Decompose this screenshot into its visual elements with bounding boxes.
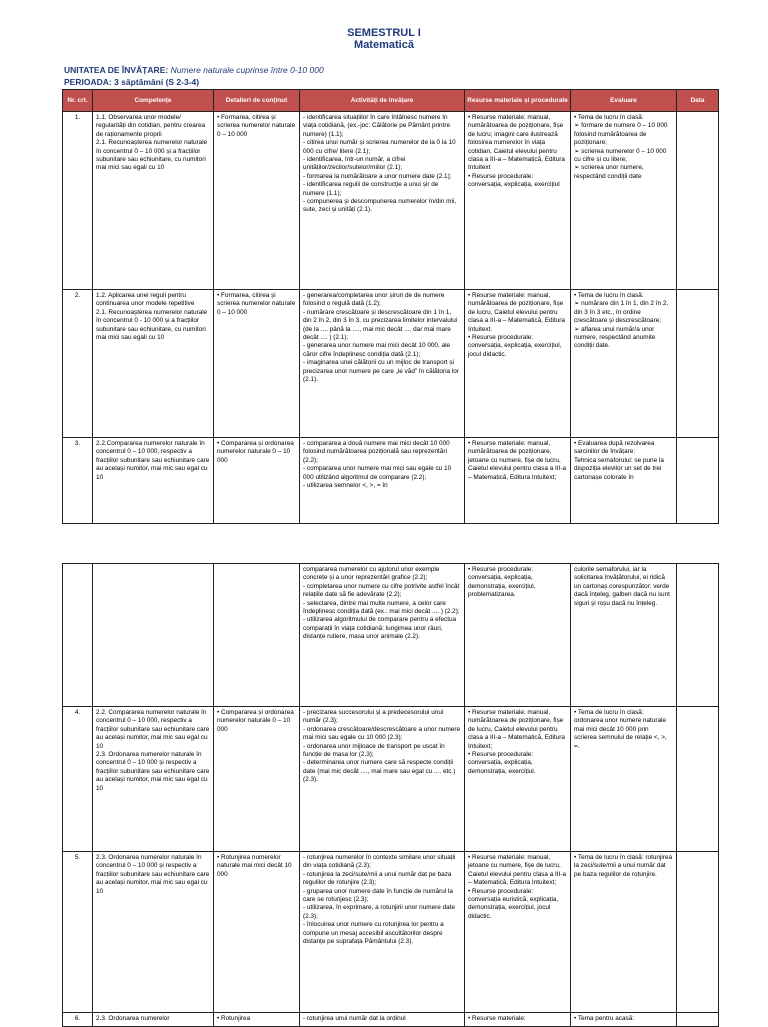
date-cell bbox=[677, 707, 719, 852]
evaluation-cell: • Tema de lucru în clasă: ordonarea unor numere naturale mai mici decât 10 000 prin scrierea semnului de relație <, >, =. bbox=[571, 707, 677, 852]
content-cell: • Compararea și ordonarea numerelor naturale 0 – 10 000 bbox=[214, 707, 300, 852]
content-cell bbox=[214, 564, 300, 707]
table-row bbox=[63, 1013, 719, 1027]
evaluation-cell: • Tema de lucru în clasă: rotunjirea la zeci/sute/mii a unui număr dat pe baza regulilor de rotunjire. bbox=[571, 852, 677, 1013]
row-number: 1. bbox=[63, 112, 93, 290]
period-label: PERIOADA: bbox=[64, 77, 112, 87]
date-cell bbox=[677, 438, 719, 524]
col-header-activities: Activități de învățare bbox=[300, 90, 465, 112]
col-header-competences: Competențe bbox=[93, 90, 214, 112]
competences-cell: 2.3. Ordonarea numerelor bbox=[93, 1013, 214, 1027]
evaluation-cell: • Tema de lucru în clasă: ➢ numărare din 1 în 1, din 2 în 2, din 3 în 3 etc., în ordine crescătoare și descrescătoare; ➢ aflarea unui număr/a unor numere, respectând anumite condiții date. bbox=[571, 290, 677, 438]
semester-title: SEMESTRUL I bbox=[347, 27, 421, 39]
col-header-nr: Nr. crt. bbox=[63, 90, 93, 112]
resources-cell: • Resurse materiale: manual, numărătoarea de poziționare, fișe de lucru, Caietul elevului pentru clasa a III-a – Matematică, Editura Intuitext. • Resurse procedurale: conversația, explicația, exercițiul, jocul didactic. bbox=[465, 290, 571, 438]
evaluation-cell: culorile semaforului, iar la solicitarea învățătorului, ei ridică un cartonaș corespunzător: verde dacă înțeleg, galben dacă nu sunt siguri și roșu dacă nu înțeleg. bbox=[571, 564, 677, 707]
date-cell bbox=[677, 112, 719, 290]
competences-cell: 1.1. Observarea unor modele/ regularități din cotidian, pentru crearea de raționamente proprii 2.1. Recunoașterea numerelor naturale în concentrul 0 – 10 000 și a fracțiilor subunitare sau echiunitare, cu numitori mai mici sau egali cu 10 bbox=[93, 112, 214, 290]
activities-cell: - identificarea situațiilor în care întâlnesc numere în viața cotidiană, (ex.-joc: Călătorie pe Pământ printre numere) (1.1); - citirea unui număr și scrierea numerelor de la 0 la 10 000 cu cifre/ litere (2.1); - identificarea, într-un număr, a cifrei unităților/zecilor/sutelor/miilor (2.1); - formarea la numărătoare a unor numere date (2.1); - identificarea regulii de construcție a unui șir de numere (1.1); - compunerea și descompunerea numerelor în/din mii, sute, zeci și unități (2.1). bbox=[300, 112, 465, 290]
evaluation-cell: • Tema pentru acasă: bbox=[571, 1013, 677, 1027]
content-cell: • Formarea, citirea și scrierea numerelor naturale 0 – 10 000 bbox=[214, 112, 300, 290]
content-cell: • Formarea, citirea și scrierea numerelor naturale 0 – 10 000 bbox=[214, 290, 300, 438]
activities-cell: compararea numerelor cu ajutorul unor exemple concrete și a unor reprezentări grafice (2.2); - completarea unor numere cu cifre potrivite astfel încât relațiile date să fie adevărate (2.2); - selectarea, dintre mai multe numere, a celor care îndeplinesc condiția dată (ex.: mai mici decât .... ) (2.2); - utilizarea algoritmului de comparare pentru a efectua comparații în viața cotidiană: lungimea unor râuri, distanțe rutiere, masa unor animale (2.2). bbox=[300, 564, 465, 707]
table-row bbox=[63, 852, 719, 1013]
competences-cell: 2.2.Compararea numerelor naturale în concentrul 0 – 10 000, respectiv a fracțiilor subunitare sau echiunitare care au același numitor, mai mic sau egal cu 10 bbox=[93, 438, 214, 524]
activities-cell: - rotunjirea unui număr dat la ordinul bbox=[300, 1013, 465, 1027]
date-cell bbox=[677, 1013, 719, 1027]
planning-table-page-1 bbox=[62, 89, 719, 524]
competences-cell: 1.2. Aplicarea unei reguli pentru continuarea unor modele repetitive 2.1. Recunoașterea numerelor naturale în concentrul 0 - 10 000 și a fracțiilor subunitare sau echiunitare, cu numitori mai mici sau egali cu 10 bbox=[93, 290, 214, 438]
resources-cell: • Resurse materiale: manual, numărătoarea de poziționare, fișe de lucru; imagini care ilustrează folosirea numerelor în viața cotidian, Caietul elevului pentru clasa a III-a – Matematică, Editura Intuitext • Resurse procedurale: conversația, explicația, exercițiul bbox=[465, 112, 571, 290]
col-header-evaluation: Evaluare bbox=[571, 90, 677, 112]
competences-cell: 2.2. Compararea numerelor naturale în concentrul 0 – 10 000, respectiv a fracțiilor subunitare sau echiunitare care au același numitor, mai mic sau egal cu 10 2.3. Ordonarea numerelor naturale în concentrul 0 – 10 000 și respectiv a fracțiilor subunitare sau echiunitare care au același numitor, mai mic sau egal cu 10 bbox=[93, 707, 214, 852]
resources-cell: • Resurse procedurale: conversația, explicația, demonstrația, exercițiul, problematizarea. bbox=[465, 564, 571, 707]
content-cell: • Rotunjirea numerelor naturale mai mici decât 10 000 bbox=[214, 852, 300, 1013]
date-cell bbox=[677, 852, 719, 1013]
evaluation-cell: • Evaluarea după rezolvarea sarcinilor de învățare: Tehnica semaforului: se pune la dispoziția elevilor un set de trei cartonașe colorate în bbox=[571, 438, 677, 524]
activities-cell: - compararea a două numere mai mici decât 10 000 folosind numărătoarea pozițională sau reprezentări (2.2); - compararea unor numere mai mici sau egale cu 10 000 utilizând algoritmul de comparare (2.2); - utilizarea semnelor <, >, = în bbox=[300, 438, 465, 524]
content-cell: • Rotunjirea bbox=[214, 1013, 300, 1027]
resources-cell: • Resurse materiale: bbox=[465, 1013, 571, 1027]
content-cell: • Compararea și ordonarea numerelor naturale 0 – 10 000 bbox=[214, 438, 300, 524]
row-number: 4. bbox=[63, 707, 93, 852]
activities-cell: - rotunjirea numerelor în contexte similare unor situații din viața cotidiană (2.3); - rotunjirea la zeci/sute/mii a unui număr dat pe baza regulilor de rotunjire (2.3); - gruparea unor numere date în funcție de numărul la care se rotunjesc (2.3); - utilizarea, în exprimare, a rotunjirii unor numere date (2.3); - înlocuirea unor numere cu rotunjirea lor pentru a compune un mesaj accesibil ascultătorilor despre distanțe pe suprafața Pământului (2.3). bbox=[300, 852, 465, 1013]
table-row bbox=[63, 564, 719, 707]
period bbox=[64, 77, 199, 87]
evaluation-cell: • Tema de lucru în clasă: ➢ formare de numere 0 – 10 000 folosind numărătoarea de poziționare; ➢ scrierea numerelor 0 – 10 000 cu cifre și cu litere; ➢ scrierea unor numere, respectând condiții date bbox=[571, 112, 677, 290]
resources-cell: • Resurse materiale: manual, numărătoarea de poziționare, jetoane cu numere, fișe de lucru, Caietul elevului pentru clasa a III-a – Matematică, Editura Intuitext; bbox=[465, 438, 571, 524]
competences-cell: 2.3. Ordonarea numerelor naturale în concentrul 0 – 10 000 și respectiv a fracțiilor subunitare sau echiunitare care au același numitor, mai mic sau egal cu 10 bbox=[93, 852, 214, 1013]
activities-cell: - precizarea succesorului și a predecesorului unui număr (2.3); - ordonarea crescătoare/descrescătoare a unor numere mai mici sau egale cu 10 000 (2.3); - ordonarea unor mijloace de transport pe uscat în funcție de masa lor (2.3); - determinarea unor numere care să respecte condiții date (mai mic decât ...., mai mare sau egal cu .... etc.) (2.3). bbox=[300, 707, 465, 852]
row-number: 2. bbox=[63, 290, 93, 438]
table-row bbox=[63, 112, 719, 290]
unit-name: Numere naturale cuprinse între 0-10 000 bbox=[170, 65, 324, 75]
date-cell bbox=[677, 290, 719, 438]
period-value: 3 săptămâni (S 2-3-4) bbox=[114, 77, 200, 87]
table-row bbox=[63, 290, 719, 438]
table-row bbox=[63, 438, 719, 524]
col-header-content: Detalieri de conținut bbox=[214, 90, 300, 112]
row-number: 6. bbox=[63, 1013, 93, 1027]
row-number bbox=[63, 564, 93, 707]
unit-label: UNITATEA DE ÎNVĂȚARE: bbox=[64, 65, 169, 75]
date-cell bbox=[677, 564, 719, 707]
table-row bbox=[63, 707, 719, 852]
learning-unit bbox=[64, 65, 324, 75]
subject-title: Matematică bbox=[354, 39, 414, 51]
row-number: 5. bbox=[63, 852, 93, 1013]
col-header-date: Data bbox=[677, 90, 719, 112]
resources-cell: • Resurse materiale: manual, numărătoarea de poziționare, fișe de lucru, Caietul elevului pentru clasa a III-a – Matematică, Editura Intuitext; • Resurse procedurale: conversația, explicația, demonstrația, exercițiul. bbox=[465, 707, 571, 852]
activities-cell: - generarea/completarea unor șiruri de de numere folosind o regulă dată (1.2); - numărare crescătoare și descrescătoare din 1 în 1, din 2 în 2, din 3 în 3, cu precizarea limitelor intervalului (de la .... până la ...., mai mic decât .... dar mai mare decât .... ) (2.1); - generarea unor numere mai mici decât 10 000, ale căror cifre îndeplinesc condiția dată (2.1); - imaginarea unei călătorii cu un mijloc de transport și precizarea unor numere pe care „le văd” în călătoria lor (2.1). bbox=[300, 290, 465, 438]
table-header-row bbox=[63, 90, 719, 112]
row-number: 3. bbox=[63, 438, 93, 524]
planning-table-page-2 bbox=[62, 563, 719, 1027]
col-header-resources: Resurse materiale și procedurale bbox=[465, 90, 571, 112]
resources-cell: • Resurse materiale: manual, jetoane cu numere, fișe de lucru, Caietul elevului pentru clasa a III-a – Matematică, Editura Intuitext; • Resurse procedurale: conversația euristică, explicația, demonstrația, exercițiul, jocul didactic. bbox=[465, 852, 571, 1013]
competences-cell bbox=[93, 564, 214, 707]
